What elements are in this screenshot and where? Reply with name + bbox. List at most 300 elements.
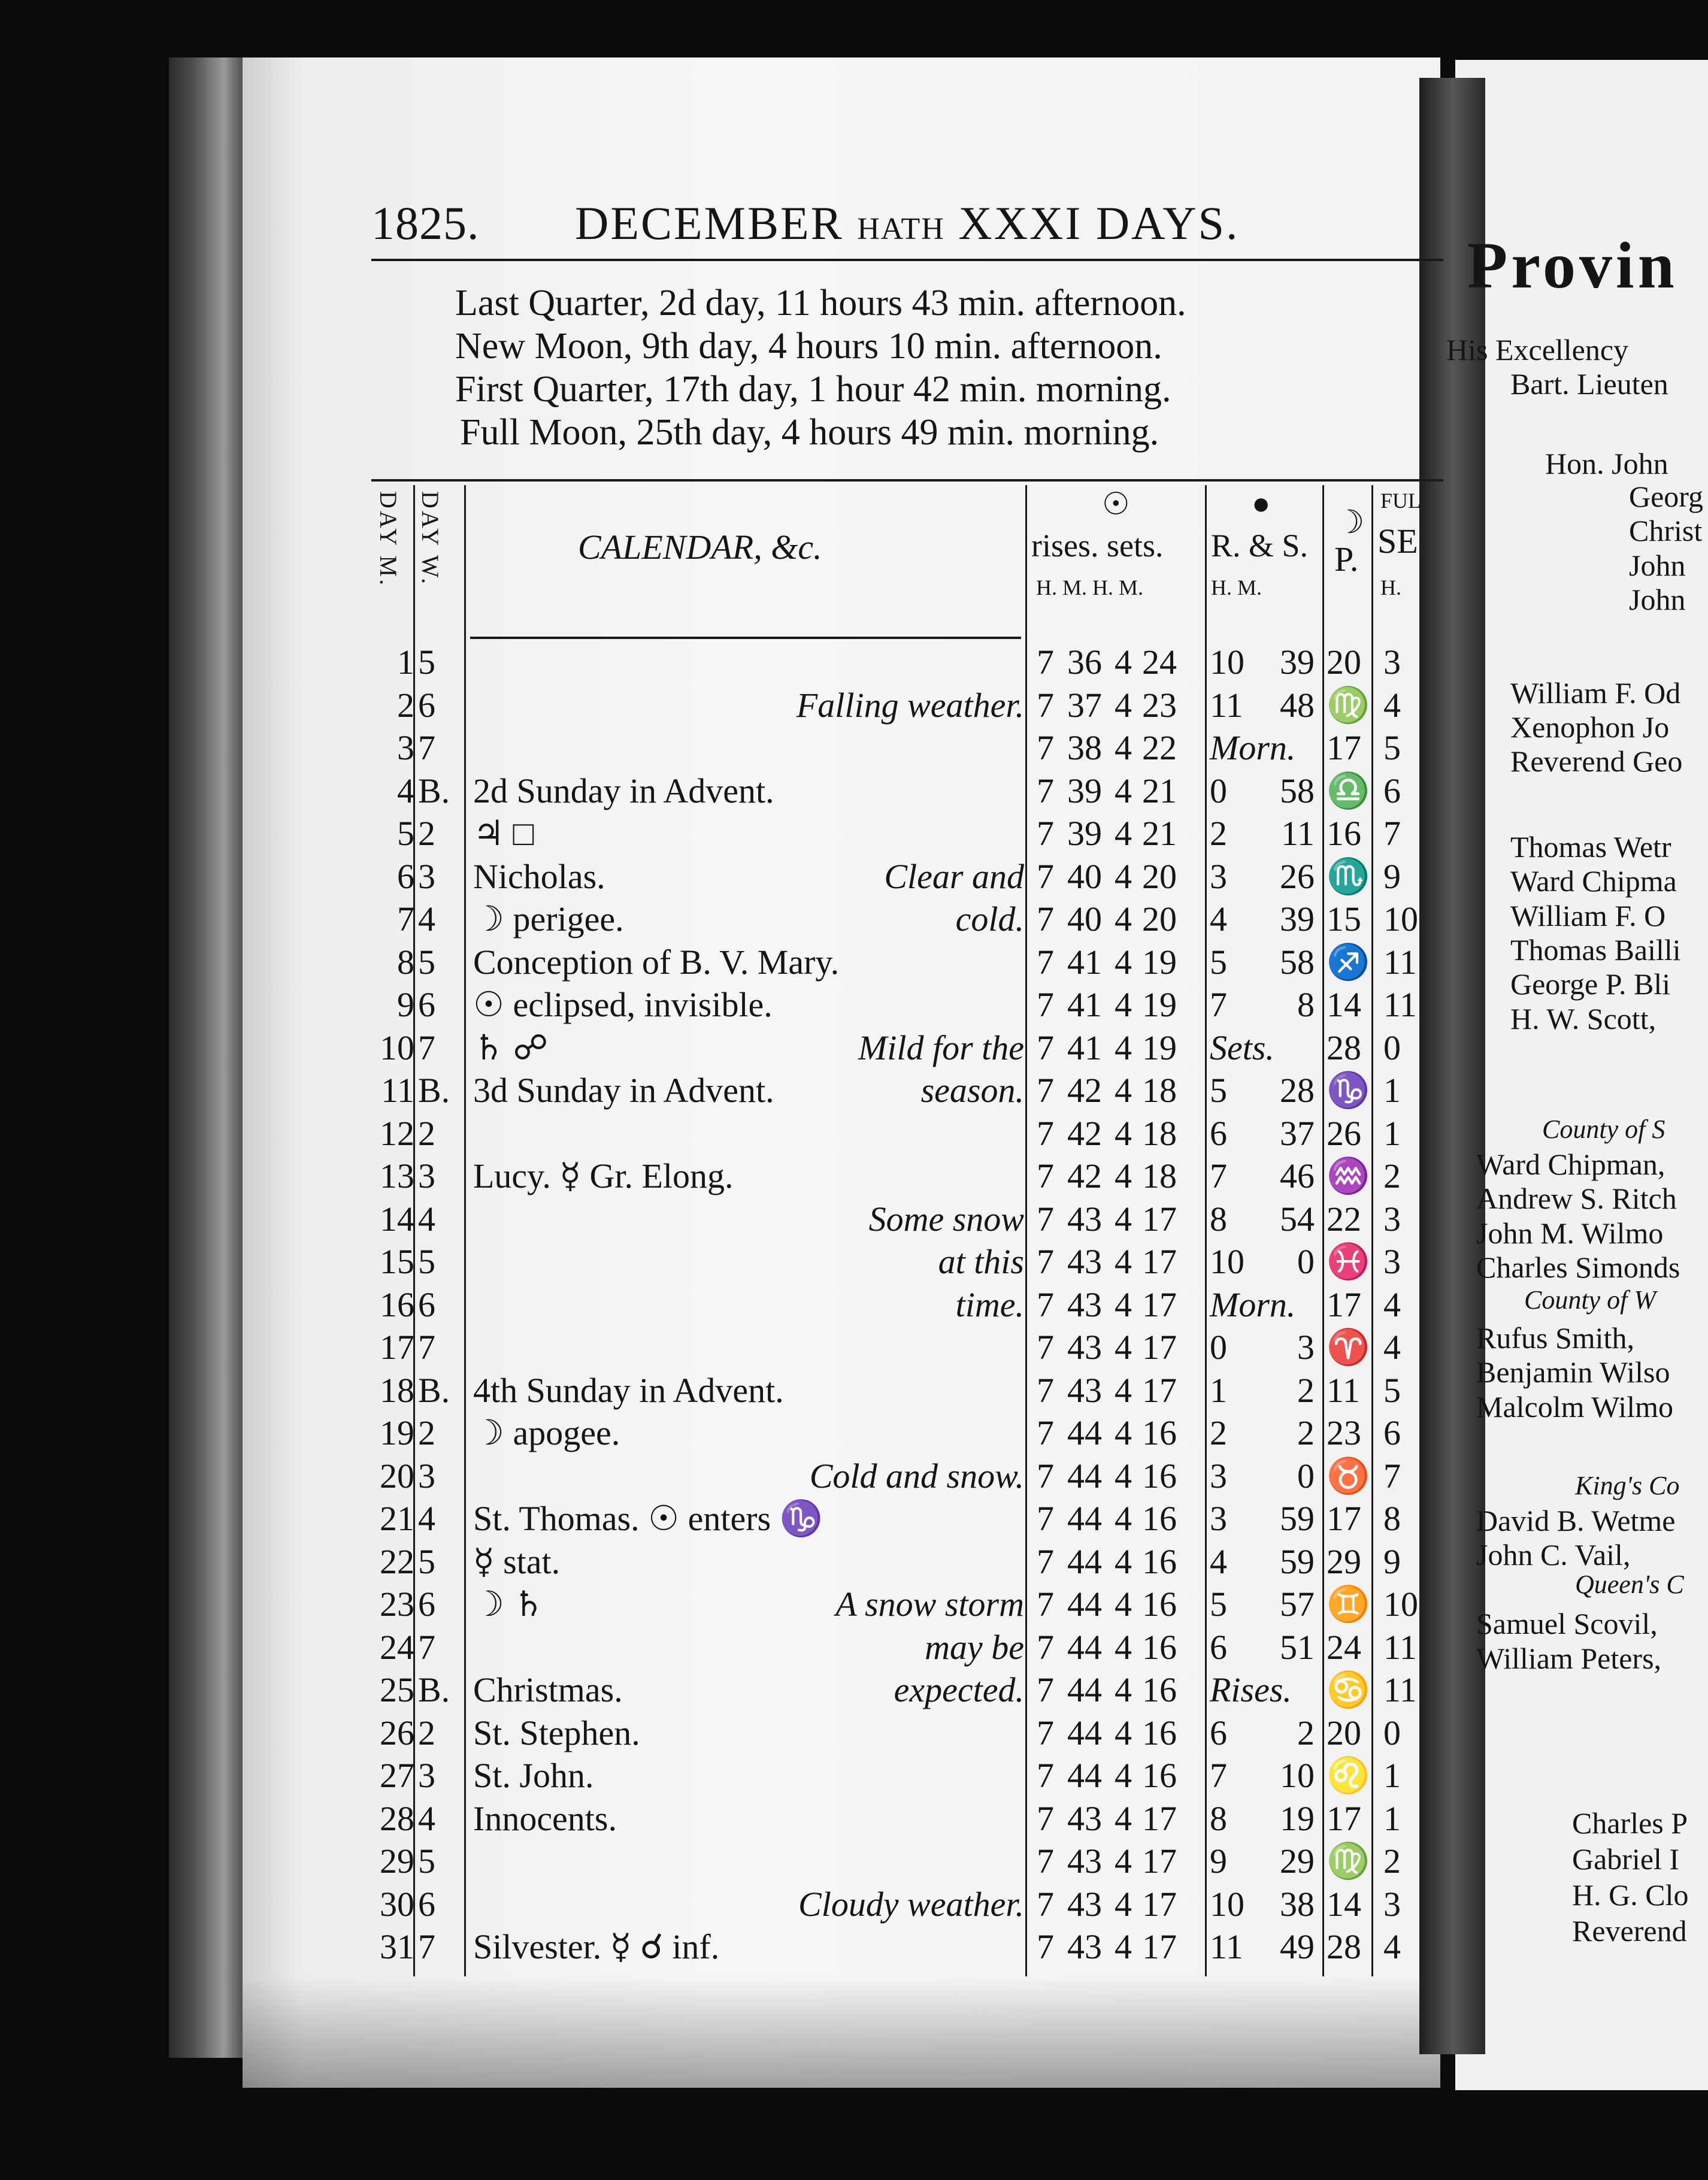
facing-name-line: Thomas Wetr xyxy=(1510,830,1671,864)
calendar-row xyxy=(371,1583,1443,1625)
calendar-row xyxy=(371,1112,1443,1155)
moon-place: 29 xyxy=(1327,1542,1361,1581)
facing-name-line: Benjamin Wilso xyxy=(1476,1355,1670,1389)
moon-place: 11 xyxy=(1327,1370,1360,1410)
day-of-month: 24 xyxy=(380,1627,414,1667)
day-of-week: 5 xyxy=(418,643,435,682)
moon-rs-hour: 7 xyxy=(1210,985,1227,1024)
day-of-week: 4 xyxy=(418,1798,435,1838)
day-of-week: B. xyxy=(418,1071,450,1110)
sun-set-hour: 4 xyxy=(1115,900,1132,938)
moon-rs-hour: Morn. xyxy=(1210,1285,1296,1324)
facing-page-title: Provin xyxy=(1467,229,1678,302)
moon-place: ♍ xyxy=(1327,1842,1370,1881)
sun-set-min: 16 xyxy=(1142,1585,1177,1624)
sun-rise-hour: 7 xyxy=(1037,1670,1054,1709)
moon-rs-hour: 11 xyxy=(1210,685,1243,725)
facing-name-line: Charles Simonds xyxy=(1476,1251,1680,1284)
day-of-month: 9 xyxy=(397,985,414,1024)
sun-set-min: 16 xyxy=(1142,1627,1177,1667)
moon-phases xyxy=(455,281,1413,454)
sun-set-hour: 4 xyxy=(1115,1156,1132,1195)
full-sea-hour: 9 xyxy=(1383,1542,1401,1581)
calendar-row xyxy=(371,1369,1443,1412)
facing-section-heading: King's Co xyxy=(1575,1471,1680,1500)
moon-rs-min: 0 xyxy=(1297,1242,1315,1281)
weather-note: Falling weather. xyxy=(796,685,1024,725)
day-of-month: 3 xyxy=(397,728,414,767)
calendar-row xyxy=(371,1412,1443,1454)
sun-rise-min: 39 xyxy=(1067,771,1102,810)
sun-set-min: 18 xyxy=(1142,1071,1177,1110)
weather-note: season. xyxy=(920,1071,1024,1110)
calendar-header-rule xyxy=(470,637,1021,639)
sun-set-min: 16 xyxy=(1142,1413,1177,1452)
moon-place: 16 xyxy=(1327,814,1361,853)
moon-place: ♏ xyxy=(1327,856,1370,896)
calendar-row xyxy=(371,983,1443,1026)
facing-name-line: Reverend xyxy=(1572,1914,1687,1948)
sun-rise-min: 43 xyxy=(1067,1199,1102,1239)
full-sea-hour: 4 xyxy=(1383,1927,1401,1966)
day-of-week: 7 xyxy=(418,1028,435,1067)
day-of-week: 5 xyxy=(418,942,435,982)
calendar-entry: St. Thomas. ☉ enters ♑ xyxy=(473,1499,823,1538)
day-of-month: 23 xyxy=(380,1585,414,1624)
day-of-week: 6 xyxy=(418,1884,435,1924)
full-sea-hour: 5 xyxy=(1383,728,1401,767)
sun-rise-hour: 7 xyxy=(1037,1113,1054,1153)
moon-rs-hour: 2 xyxy=(1210,814,1227,853)
moon-rs-hour: Sets. xyxy=(1210,1028,1274,1067)
sun-rise-hour: 7 xyxy=(1037,1499,1054,1538)
moon-rs-min: 0 xyxy=(1297,1456,1315,1495)
calendar-entry: Silvester. ☿ ☌ inf. xyxy=(473,1927,720,1966)
phases-rule xyxy=(371,479,1443,482)
day-of-week: 4 xyxy=(418,1199,435,1239)
sun-set-min: 24 xyxy=(1142,643,1177,682)
sun-set-min: 18 xyxy=(1142,1113,1177,1153)
col-moon-place: P. xyxy=(1334,540,1359,579)
day-of-month: 18 xyxy=(380,1370,414,1410)
day-of-week: 5 xyxy=(418,1842,435,1881)
facing-name-line: Xenophon Jo xyxy=(1510,710,1670,744)
day-of-week: 6 xyxy=(418,685,435,725)
moon-rs-hour: 11 xyxy=(1210,1927,1243,1966)
sun-rise-hour: 7 xyxy=(1037,814,1054,853)
moon-place: 15 xyxy=(1327,900,1361,938)
moon-place: 17 xyxy=(1327,1285,1361,1324)
sun-rise-hour: 7 xyxy=(1037,1798,1054,1838)
sun-set-min: 17 xyxy=(1142,1370,1177,1410)
day-of-month: 22 xyxy=(380,1542,414,1581)
moon-place: ♋ xyxy=(1327,1670,1370,1709)
calendar-entry: ☽ apogee. xyxy=(473,1413,620,1452)
day-of-month: 30 xyxy=(380,1884,414,1924)
moon-rs-hour: 5 xyxy=(1210,1071,1227,1110)
moon-place: ♓ xyxy=(1327,1242,1370,1281)
full-sea-hour: 0 xyxy=(1383,1713,1401,1752)
moon-place-icon: ☽ xyxy=(1335,504,1365,540)
sun-rise-min: 44 xyxy=(1067,1627,1102,1667)
sun-rise-min: 39 xyxy=(1067,814,1102,853)
facing-name-line: David B. Wetme xyxy=(1476,1504,1676,1537)
calendar-row xyxy=(371,1754,1443,1797)
sun-rise-hour: 7 xyxy=(1037,1413,1054,1452)
calendar-row xyxy=(371,1626,1443,1669)
facing-section-heading: County of W xyxy=(1524,1285,1656,1315)
calendar-entry: ☽ ♄ xyxy=(473,1585,544,1624)
full-sea-hour: 3 xyxy=(1383,643,1401,682)
moon-rs-hour: 0 xyxy=(1210,1328,1227,1367)
sun-rise-min: 40 xyxy=(1067,900,1102,938)
day-of-week: 7 xyxy=(418,1927,435,1966)
facing-name-line: William F. O xyxy=(1510,899,1666,932)
sun-set-min: 17 xyxy=(1142,1884,1177,1924)
phase-full-moon: Full Moon, 25th day, 4 hours 49 min. morning. xyxy=(460,412,1159,453)
moon-rs-hour: 5 xyxy=(1210,1585,1227,1624)
title-month: DECEMBER xyxy=(575,197,844,249)
moon-place: ♍ xyxy=(1327,685,1370,725)
sun-set-hour: 4 xyxy=(1115,685,1132,725)
sun-set-hour: 4 xyxy=(1115,1842,1132,1881)
sun-rise-min: 43 xyxy=(1067,1242,1102,1281)
moon-place: ♉ xyxy=(1327,1456,1370,1495)
calendar-row xyxy=(371,1497,1443,1540)
moon-rs-hour: 10 xyxy=(1210,1884,1244,1924)
sun-rise-hour: 7 xyxy=(1037,643,1054,682)
day-of-week: 5 xyxy=(418,1542,435,1581)
sun-set-hour: 4 xyxy=(1115,856,1132,896)
calendar-row xyxy=(371,1283,1443,1326)
day-of-month: 31 xyxy=(380,1927,414,1966)
sun-rise-hour: 7 xyxy=(1037,1542,1054,1581)
day-of-month: 20 xyxy=(380,1456,414,1495)
full-sea-hour: 9 xyxy=(1383,856,1401,896)
full-sea-hour: 8 xyxy=(1383,1499,1401,1538)
sun-set-hour: 4 xyxy=(1115,1585,1132,1624)
moon-rs-min: 39 xyxy=(1280,900,1315,938)
calendar-row xyxy=(371,1240,1443,1283)
day-of-month: 12 xyxy=(380,1113,414,1153)
sun-set-hour: 4 xyxy=(1115,1798,1132,1838)
sun-set-hour: 4 xyxy=(1115,1328,1132,1367)
calendar-row xyxy=(371,641,1443,683)
sun-set-hour: 4 xyxy=(1115,1028,1132,1067)
facing-section-heading: County of S xyxy=(1542,1115,1665,1144)
calendar-entry: 3d Sunday in Advent. xyxy=(473,1071,774,1110)
day-of-month: 25 xyxy=(380,1670,414,1709)
sun-set-min: 17 xyxy=(1142,1842,1177,1881)
sun-set-hour: 4 xyxy=(1115,1713,1132,1752)
day-of-week: 4 xyxy=(418,1499,435,1538)
sun-set-min: 17 xyxy=(1142,1927,1177,1966)
moon-rs-hour: 3 xyxy=(1210,1456,1227,1495)
facing-name-line: Malcolm Wilmo xyxy=(1476,1390,1673,1424)
moon-rs-min: 48 xyxy=(1280,685,1315,725)
sun-rise-hour: 7 xyxy=(1037,1756,1054,1795)
full-sea-hour: 7 xyxy=(1383,814,1401,853)
calendar-row xyxy=(371,726,1443,769)
moon-place: 14 xyxy=(1327,1884,1361,1924)
facing-name-line: Bart. Lieuten xyxy=(1510,367,1668,401)
sun-rise-min: 37 xyxy=(1067,685,1102,725)
calendar-entry: ☽ perigee. xyxy=(473,900,624,938)
facing-name-line: John xyxy=(1629,583,1686,616)
col-sun-units: H. M. H. M. xyxy=(1036,576,1144,600)
day-of-week: 4 xyxy=(418,900,435,938)
weather-note: Cold and snow. xyxy=(809,1456,1024,1495)
facing-name-line: Samuel Scovil, xyxy=(1476,1607,1658,1640)
sun-set-min: 16 xyxy=(1142,1670,1177,1709)
day-of-month: 1 xyxy=(397,643,414,682)
sun-rise-min: 44 xyxy=(1067,1456,1102,1495)
weather-note: Mild for the xyxy=(858,1028,1024,1067)
sun-set-min: 22 xyxy=(1142,728,1177,767)
moon-rs-min: 58 xyxy=(1280,942,1315,982)
facing-name-line: H. G. Clo xyxy=(1572,1878,1689,1912)
col-moon-rs: R. & S. xyxy=(1211,528,1309,564)
day-of-week: 6 xyxy=(418,1285,435,1324)
sun-set-hour: 4 xyxy=(1115,1242,1132,1281)
moon-place: ♌ xyxy=(1327,1756,1370,1795)
facing-name-line: Rufus Smith, xyxy=(1476,1321,1634,1355)
weather-note: cold. xyxy=(955,900,1024,938)
moon-rs-hour: 5 xyxy=(1210,942,1227,982)
moon-icon: ● xyxy=(1252,487,1271,521)
moon-place: 17 xyxy=(1327,728,1361,767)
moon-rs-min: 58 xyxy=(1280,771,1315,810)
day-of-week: B. xyxy=(418,1370,450,1410)
moon-rs-min: 49 xyxy=(1280,1927,1315,1966)
moon-rs-min: 3 xyxy=(1297,1328,1315,1367)
moon-place: ♈ xyxy=(1327,1328,1370,1367)
moon-rs-hour: 6 xyxy=(1210,1113,1227,1153)
facing-name-line: Ward Chipma xyxy=(1510,864,1677,898)
sun-rise-min: 43 xyxy=(1067,1927,1102,1966)
moon-rs-min: 57 xyxy=(1280,1585,1315,1624)
calendar-entry: Christmas. xyxy=(473,1670,623,1709)
sun-set-hour: 4 xyxy=(1115,1370,1132,1410)
day-of-week: 2 xyxy=(418,1413,435,1452)
sun-set-hour: 4 xyxy=(1115,1627,1132,1667)
col-day-week: DAY W. xyxy=(417,491,444,586)
col-sun-rises-sets: rises. sets. xyxy=(1031,528,1164,564)
day-of-week: 3 xyxy=(418,856,435,896)
col-sea-units: H. xyxy=(1380,576,1401,600)
page-title xyxy=(575,196,1240,250)
calendar-entry: 4th Sunday in Advent. xyxy=(473,1370,784,1410)
sun-set-min: 16 xyxy=(1142,1456,1177,1495)
moon-rs-hour: 8 xyxy=(1210,1798,1227,1838)
facing-name-line: H. W. Scott, xyxy=(1510,1002,1656,1036)
calendar-row xyxy=(371,898,1443,940)
full-sea-hour: 1 xyxy=(1383,1071,1401,1110)
sun-rise-hour: 7 xyxy=(1037,1285,1054,1324)
day-of-month: 28 xyxy=(380,1798,414,1838)
day-of-week: 7 xyxy=(418,1328,435,1367)
moon-place: 14 xyxy=(1327,985,1361,1024)
moon-rs-hour: Rises. xyxy=(1210,1670,1292,1709)
moon-place: 17 xyxy=(1327,1798,1361,1838)
sun-set-hour: 4 xyxy=(1115,814,1132,853)
sun-rise-min: 42 xyxy=(1067,1071,1102,1110)
moon-rs-min: 28 xyxy=(1280,1071,1315,1110)
day-of-month: 17 xyxy=(380,1328,414,1367)
moon-place: ♒ xyxy=(1327,1156,1370,1195)
facing-name-line: Gabriel I xyxy=(1572,1842,1680,1876)
day-of-month: 4 xyxy=(397,771,414,810)
col-calendar: CALENDAR, &c. xyxy=(578,528,822,567)
day-of-month: 8 xyxy=(397,942,414,982)
sun-rise-hour: 7 xyxy=(1037,1370,1054,1410)
sun-rise-min: 36 xyxy=(1067,643,1102,682)
sun-rise-hour: 7 xyxy=(1037,1199,1054,1239)
sun-set-hour: 4 xyxy=(1115,985,1132,1024)
facing-name-line: Charles P xyxy=(1572,1806,1688,1840)
weather-note: Some snow xyxy=(868,1199,1024,1239)
day-of-month: 15 xyxy=(380,1242,414,1281)
moon-place: 20 xyxy=(1327,1713,1361,1752)
calendar-row xyxy=(371,684,1443,726)
sun-rise-min: 44 xyxy=(1067,1585,1102,1624)
calendar-entry: Lucy. ☿ Gr. Elong. xyxy=(473,1156,734,1195)
sun-set-min: 18 xyxy=(1142,1156,1177,1195)
sun-icon: ☉ xyxy=(1102,488,1130,522)
full-sea-hour: 6 xyxy=(1383,1413,1401,1452)
full-sea-hour: 1 xyxy=(1383,1798,1401,1838)
moon-rs-min: 2 xyxy=(1297,1370,1315,1410)
sun-set-hour: 4 xyxy=(1115,1199,1132,1239)
phase-new-moon: New Moon, 9th day, 4 hours 10 min. afternoon. xyxy=(455,326,1162,367)
calendar-row xyxy=(371,1840,1443,1882)
day-of-week: 2 xyxy=(418,1113,435,1153)
col-moon-units: H. M. xyxy=(1211,576,1262,600)
sun-rise-hour: 7 xyxy=(1037,856,1054,896)
full-sea-hour: 10 xyxy=(1383,900,1418,938)
moon-rs-min: 39 xyxy=(1280,643,1315,682)
facing-name-line: Thomas Bailli xyxy=(1510,933,1681,967)
sun-rise-min: 43 xyxy=(1067,1842,1102,1881)
sun-set-min: 17 xyxy=(1142,1328,1177,1367)
sun-set-hour: 4 xyxy=(1115,1113,1132,1153)
full-sea-hour: 4 xyxy=(1383,1328,1401,1367)
weather-note: expected. xyxy=(894,1670,1024,1709)
sun-set-min: 19 xyxy=(1142,1028,1177,1067)
moon-rs-hour: 6 xyxy=(1210,1713,1227,1752)
calendar-row xyxy=(371,1027,1443,1069)
sun-rise-hour: 7 xyxy=(1037,1627,1054,1667)
weather-note: Cloudy weather. xyxy=(798,1884,1024,1924)
moon-rs-min: 29 xyxy=(1280,1842,1315,1881)
sun-set-min: 16 xyxy=(1142,1713,1177,1752)
full-sea-hour: 11 xyxy=(1383,985,1417,1024)
title-hath: HATH xyxy=(857,212,945,246)
moon-rs-hour: 10 xyxy=(1210,1242,1244,1281)
sun-set-min: 23 xyxy=(1142,685,1177,725)
full-sea-hour: 10 xyxy=(1383,1585,1418,1624)
sun-set-min: 19 xyxy=(1142,985,1177,1024)
sun-rise-min: 43 xyxy=(1067,1884,1102,1924)
sun-rise-hour: 7 xyxy=(1037,1028,1054,1067)
moon-rs-min: 10 xyxy=(1280,1756,1315,1795)
day-of-month: 14 xyxy=(380,1199,414,1239)
moon-rs-min: 59 xyxy=(1280,1499,1315,1538)
moon-place: 17 xyxy=(1327,1499,1361,1538)
moon-rs-min: 2 xyxy=(1297,1713,1315,1752)
day-of-month: 10 xyxy=(380,1028,414,1067)
full-sea-hour: 3 xyxy=(1383,1242,1401,1281)
full-sea-hour: 2 xyxy=(1383,1156,1401,1195)
sun-rise-hour: 7 xyxy=(1037,900,1054,938)
sun-rise-hour: 7 xyxy=(1037,942,1054,982)
moon-rs-hour: 9 xyxy=(1210,1842,1227,1881)
sun-rise-min: 41 xyxy=(1067,1028,1102,1067)
col-day-month: DAY M. xyxy=(375,491,402,588)
sun-rise-min: 38 xyxy=(1067,728,1102,767)
year: 1825. xyxy=(371,197,480,249)
facing-name-line: Christ xyxy=(1629,514,1703,547)
sun-set-hour: 4 xyxy=(1115,1413,1132,1452)
moon-rs-hour: 8 xyxy=(1210,1199,1227,1239)
sun-rise-hour: 7 xyxy=(1037,1242,1054,1281)
moon-rs-hour: 0 xyxy=(1210,771,1227,810)
calendar-row xyxy=(371,941,1443,983)
sun-set-hour: 4 xyxy=(1115,1071,1132,1110)
facing-name-line: William Peters, xyxy=(1476,1642,1662,1675)
sun-set-hour: 4 xyxy=(1115,1927,1132,1966)
moon-rs-min: 59 xyxy=(1280,1542,1315,1581)
facing-name-line: Ward Chipman, xyxy=(1476,1147,1665,1181)
full-sea-hour: 7 xyxy=(1383,1456,1401,1495)
moon-rs-hour: 1 xyxy=(1210,1370,1227,1410)
calendar-entry: ♄ ☍ xyxy=(473,1028,549,1067)
full-sea-hour: 11 xyxy=(1383,942,1417,982)
facing-name-line: Georg xyxy=(1629,480,1704,513)
calendar-entry: St. Stephen. xyxy=(473,1713,640,1752)
moon-rs-hour: 4 xyxy=(1210,900,1227,938)
full-sea-hour: 4 xyxy=(1383,1285,1401,1324)
facing-name-line: George P. Bli xyxy=(1510,967,1671,1001)
facing-name-line: Reverend Geo xyxy=(1510,744,1683,778)
sun-set-min: 17 xyxy=(1142,1242,1177,1281)
full-sea-hour: 1 xyxy=(1383,1756,1401,1795)
full-sea-hour: 11 xyxy=(1383,1627,1417,1667)
day-of-month: 2 xyxy=(397,685,414,725)
calendar-row xyxy=(371,770,1443,812)
calendar-row xyxy=(371,1198,1443,1240)
sun-set-hour: 4 xyxy=(1115,1756,1132,1795)
sun-rise-hour: 7 xyxy=(1037,1156,1054,1195)
calendar-entry: Innocents. xyxy=(473,1798,617,1838)
sun-rise-min: 43 xyxy=(1067,1285,1102,1324)
moon-rs-hour: 10 xyxy=(1210,643,1244,682)
sun-set-min: 20 xyxy=(1142,856,1177,896)
calendar-row xyxy=(371,1540,1443,1583)
sun-rise-min: 44 xyxy=(1067,1499,1102,1538)
sun-rise-hour: 7 xyxy=(1037,1713,1054,1752)
sun-rise-min: 44 xyxy=(1067,1713,1102,1752)
moon-rs-min: 19 xyxy=(1280,1798,1315,1838)
calendar-row xyxy=(371,812,1443,855)
moon-rs-hour: Morn. xyxy=(1210,728,1296,767)
sun-set-min: 16 xyxy=(1142,1756,1177,1795)
sun-rise-min: 43 xyxy=(1067,1370,1102,1410)
sun-rise-min: 40 xyxy=(1067,856,1102,896)
sun-set-hour: 4 xyxy=(1115,1884,1132,1924)
calendar-row xyxy=(371,1326,1443,1368)
sun-set-min: 19 xyxy=(1142,942,1177,982)
